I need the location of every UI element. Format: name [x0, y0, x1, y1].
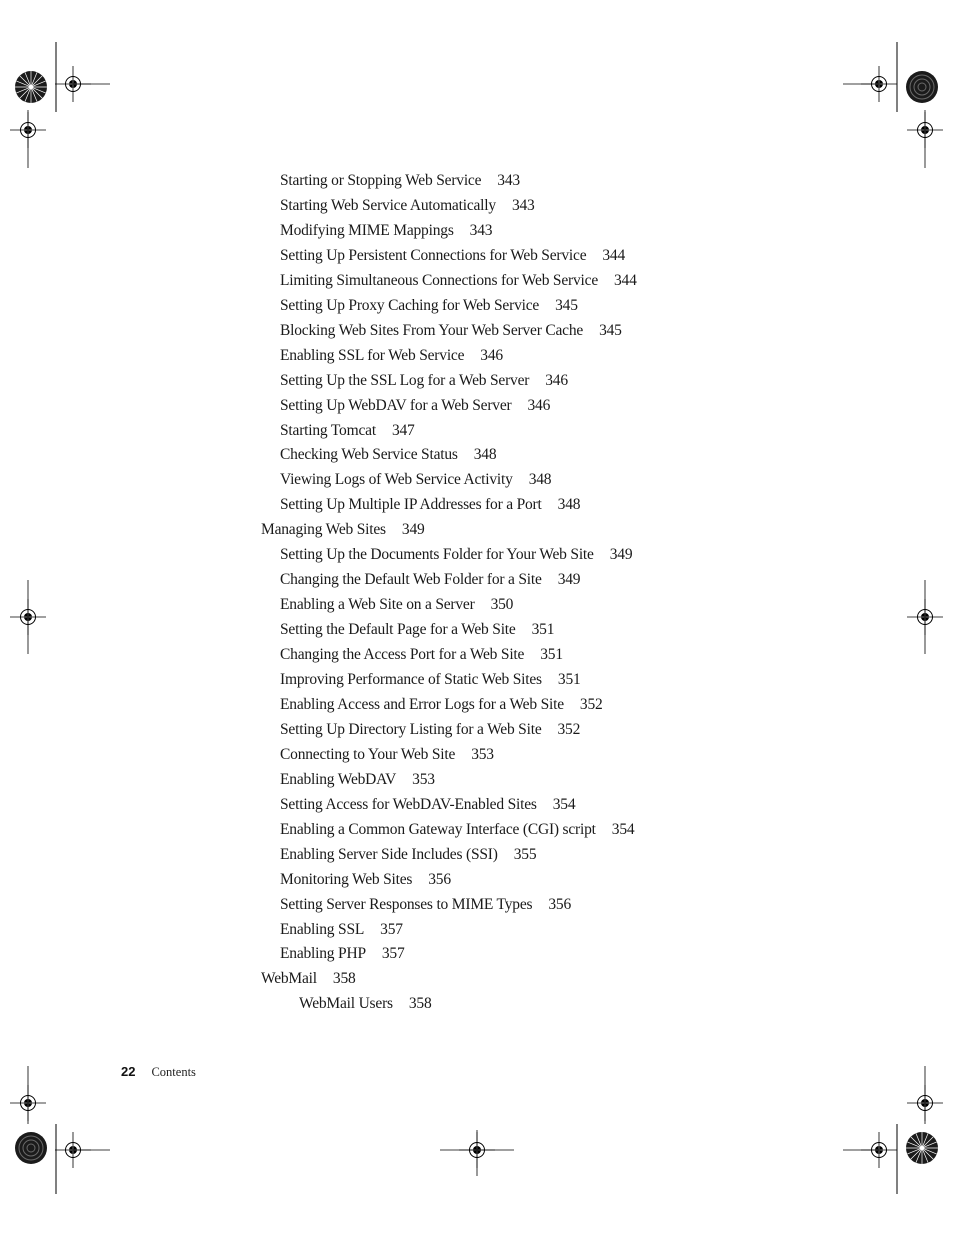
toc-entry-page: 352 — [557, 720, 581, 738]
toc-entry-page: 348 — [557, 496, 581, 514]
toc-entry-title: Modifying MIME Mappings — [280, 221, 454, 239]
toc-entry-page: 351 — [531, 621, 555, 639]
toc-entry-page: 346 — [480, 346, 503, 364]
toc-entry[interactable] — [280, 921, 403, 939]
toc-entry-title: Enabling Access and Error Logs for a Web Site — [280, 695, 564, 713]
toc-entry-title: WebMail Users — [299, 995, 393, 1013]
toc-entry-title: Viewing Logs of Web Service Activity — [280, 471, 513, 489]
toc-entry-title: Setting Up Multiple IP Addresses for a Port — [280, 496, 542, 514]
toc-entry-title: Setting Server Responses to MIME Types — [280, 895, 533, 913]
toc-entry[interactable] — [280, 546, 632, 564]
toc-entry-title: Enabling PHP — [280, 945, 366, 963]
toc-entry[interactable] — [280, 222, 492, 240]
toc-entry[interactable] — [280, 945, 405, 963]
toc-entry-page: 352 — [579, 695, 603, 713]
toc-entry-page: 356 — [548, 895, 572, 913]
toc-entry-page: 343 — [469, 221, 493, 239]
toc-entry-title: Starting or Stopping Web Service — [280, 172, 482, 189]
toc-entry-title: Checking Web Service Status — [280, 446, 458, 464]
toc-entry-page: 357 — [381, 945, 405, 963]
toc-entry[interactable] — [280, 721, 580, 739]
toc-entry-title: Setting the Default Page for a Web Site — [280, 621, 516, 639]
toc-entry-page: 347 — [391, 421, 415, 439]
toc-entry-title: Enabling WebDAV — [280, 770, 397, 788]
toc-entry-page: 344 — [602, 246, 626, 264]
toc-entry[interactable] — [280, 671, 581, 689]
toc-entry[interactable] — [280, 846, 536, 864]
toc-entry[interactable] — [280, 397, 550, 415]
starburst-mark-icon — [906, 1132, 938, 1164]
page-number: 22 — [121, 1064, 136, 1079]
toc-entry[interactable] — [280, 896, 571, 914]
toc-entry[interactable] — [280, 821, 634, 839]
toc-entry[interactable] — [280, 172, 520, 190]
toc-entry[interactable] — [280, 247, 625, 265]
toc-entry-title: Blocking Web Sites From Your Web Server Cache — [280, 321, 584, 339]
toc-entry-page: 350 — [490, 596, 514, 614]
toc-entry-page: 357 — [380, 920, 403, 938]
toc-entry[interactable] — [280, 746, 494, 764]
page-footer — [121, 1063, 196, 1081]
toc-entry-page: 346 — [527, 396, 551, 414]
toc-entry[interactable] — [280, 422, 415, 440]
toc-entry-page: 343 — [497, 172, 520, 189]
toc-entry-title: Enabling a Common Gateway Interface (CGI) script — [280, 820, 596, 838]
toc-entry-title: Changing the Default Web Folder for a Site — [280, 571, 542, 589]
ring-mark-icon — [15, 1132, 47, 1164]
toc-entry-page: 358 — [408, 995, 432, 1013]
toc-entry-page: 349 — [557, 571, 581, 589]
toc-entry-title: Improving Performance of Static Web Sites — [280, 671, 542, 688]
toc-entry-title: Setting Up WebDAV for a Web Server — [280, 396, 512, 414]
toc-entry-page: 351 — [557, 671, 581, 688]
toc-entry-title: Managing Web Sites — [261, 521, 386, 539]
toc-entry-page: 348 — [473, 446, 497, 464]
toc-entry-page: 353 — [412, 770, 435, 788]
toc-entry-title: Enabling Server Side Includes (SSI) — [280, 845, 498, 863]
starburst-mark-icon — [15, 71, 47, 103]
toc-entry[interactable] — [280, 696, 603, 714]
toc-entry[interactable] — [261, 970, 356, 988]
toc-entry-page: 345 — [555, 296, 578, 314]
toc-entry[interactable] — [280, 272, 637, 290]
toc-entry[interactable] — [280, 297, 578, 315]
toc-entry-title: Setting Access for WebDAV-Enabled Sites — [280, 795, 537, 813]
running-footer-title: Contents — [151, 1065, 196, 1079]
toc-entry-page: 346 — [545, 371, 568, 389]
toc-entry-title: Starting Web Service Automatically — [280, 196, 496, 214]
toc-entry[interactable] — [280, 646, 563, 664]
toc-entry-title: Connecting to Your Web Site — [280, 745, 456, 763]
toc-entry-title: Monitoring Web Sites — [280, 870, 413, 888]
toc-entry-title: Enabling SSL for Web Service — [280, 346, 465, 364]
toc-entry-title: Limiting Simultaneous Connections for Web Service — [280, 271, 598, 289]
toc-entry-title: Setting Up Proxy Caching for Web Service — [280, 296, 540, 314]
toc-entry-title: WebMail — [261, 970, 317, 988]
toc-entry-page: 358 — [332, 970, 356, 988]
toc-entry-title: Setting Up Directory Listing for a Web Site — [280, 720, 542, 738]
ring-mark-icon — [906, 71, 938, 103]
toc-entry-page: 344 — [614, 271, 637, 289]
toc-entry-page: 349 — [401, 521, 425, 539]
toc-entry-page: 343 — [511, 196, 535, 214]
toc-entry-title: Enabling SSL — [280, 920, 365, 938]
toc-entry-page: 353 — [471, 745, 494, 763]
toc-entry[interactable] — [280, 322, 622, 340]
toc-entry-page: 355 — [513, 845, 537, 863]
toc-entry-title: Enabling a Web Site on a Server — [280, 596, 475, 614]
toc-entry[interactable] — [280, 197, 535, 215]
toc-entry[interactable] — [280, 621, 554, 639]
toc-entry-title: Setting Up the SSL Log for a Web Server — [280, 371, 530, 389]
toc-entry[interactable] — [280, 471, 551, 489]
toc-entry-title: Changing the Access Port for a Web Site — [280, 646, 525, 664]
toc-entry-page: 349 — [609, 546, 633, 564]
toc-entry-title: Setting Up the Documents Folder for Your Web Site — [280, 546, 594, 564]
toc-entry-page: 354 — [552, 795, 576, 813]
toc-entry[interactable] — [280, 446, 496, 464]
toc-entry-page: 356 — [428, 870, 451, 888]
toc-entry[interactable] — [280, 771, 435, 789]
toc-entry[interactable] — [280, 871, 451, 889]
toc-entry[interactable] — [280, 372, 568, 390]
toc-entry[interactable] — [280, 796, 575, 814]
toc-entry[interactable] — [261, 521, 425, 539]
toc-entry-page: 351 — [540, 646, 563, 664]
toc-entry-title: Setting Up Persistent Connections for Web Service — [280, 246, 587, 264]
toc-entry[interactable] — [280, 596, 513, 614]
toc-entry[interactable] — [299, 995, 432, 1013]
toc-entry-page: 354 — [611, 820, 635, 838]
toc-entry-page: 345 — [599, 321, 622, 339]
toc-entry-title: Starting Tomcat — [280, 421, 376, 439]
toc-entry[interactable] — [280, 571, 580, 589]
toc-entry-page: 348 — [528, 471, 552, 489]
toc-entry[interactable] — [280, 496, 580, 514]
toc-entry[interactable] — [280, 347, 503, 365]
